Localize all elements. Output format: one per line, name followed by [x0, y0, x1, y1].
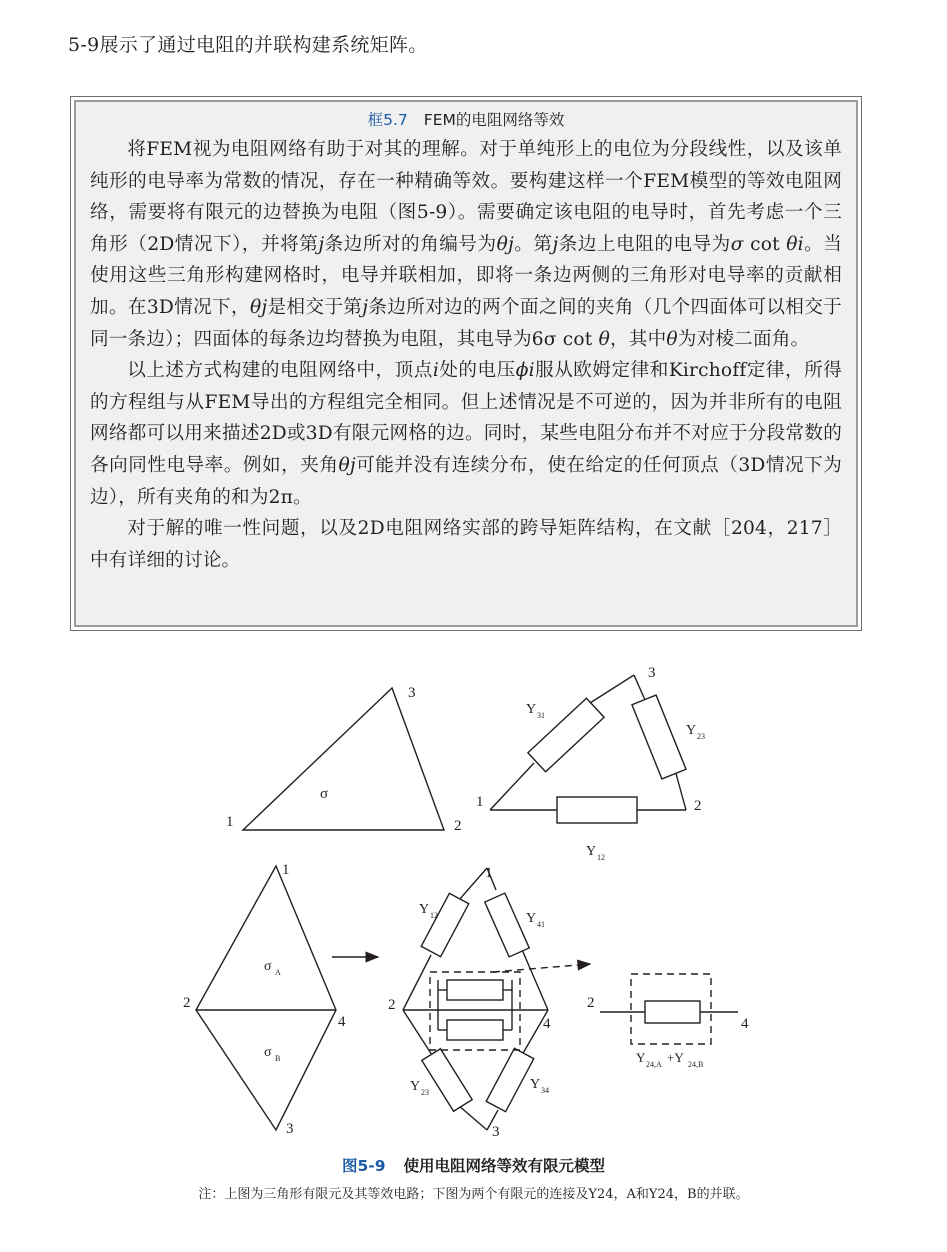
- math-run: θj: [338, 454, 356, 476]
- text-run: ，其中: [609, 328, 667, 350]
- dashed-arrow: [493, 964, 590, 972]
- box-5-7: [70, 96, 862, 631]
- box-title-text: FEM的电阻网络等效: [423, 111, 565, 129]
- label-sub: B: [275, 1054, 281, 1063]
- figure-caption: [0, 1154, 947, 1176]
- math-run: θi: [786, 233, 804, 255]
- label: σ: [264, 1045, 272, 1060]
- resistor-y12: [557, 797, 637, 823]
- box-inner: [74, 100, 858, 627]
- label: 3: [286, 1121, 294, 1137]
- math-run: i: [432, 360, 440, 382]
- box-paragraph-3: 对于解的唯一性问题，以及2D电阻网络实部的跨导矩阵结构，在文献［204，217］中有详细的讨论。: [90, 518, 842, 571]
- label-sub: 12: [597, 853, 605, 862]
- element-diamond: [196, 866, 336, 1130]
- label-sub: 12: [430, 911, 438, 920]
- wire: [675, 770, 686, 810]
- text-run: 条边所对的角编号为: [324, 233, 497, 255]
- label: 1: [485, 865, 493, 881]
- label-sub: 23: [697, 732, 705, 741]
- text-run: 条边上电阻的电导为: [558, 233, 731, 255]
- wire: [403, 1010, 432, 1055]
- label: Y: [636, 1050, 646, 1065]
- resistor-parallel-a: [447, 980, 503, 1000]
- wire: [403, 955, 431, 1010]
- label-sub: 41: [537, 920, 545, 929]
- figure-5-9: [0, 650, 947, 1160]
- box-title: [90, 108, 842, 130]
- wire: [634, 675, 645, 700]
- label: 4: [543, 1016, 551, 1032]
- math-run: j: [318, 233, 325, 255]
- text-run: 条边所对边的两个面之间的夹角（几个四面体可以相交于同一条边）；四面体的每条边均替换为电阻，其电导为6σ cot: [90, 296, 842, 350]
- resistor-y41: [485, 893, 530, 957]
- box-paragraph-2: [90, 355, 842, 513]
- label: 1: [476, 794, 484, 810]
- label: 3: [492, 1124, 500, 1140]
- label: 2: [183, 995, 191, 1011]
- text-run: cot: [743, 233, 787, 255]
- intro-text: 5-9展示了通过电阻的并联构建系统矩阵。: [68, 34, 428, 56]
- math-run: θ: [598, 328, 610, 350]
- label: σ: [264, 959, 272, 974]
- caption-number: 图5-9: [341, 1157, 386, 1175]
- wire: [459, 868, 487, 900]
- label: 2: [454, 818, 462, 834]
- text-run: 以上述方式构建的电阻网络中，顶点: [127, 360, 433, 382]
- label: σ: [320, 786, 329, 802]
- wire: [520, 945, 548, 1010]
- resistor-y23-b: [422, 1049, 472, 1112]
- text-run: 为对棱二面角。: [677, 328, 810, 350]
- text-run: 将FEM视为电阻网络有助于对其的理解。对于单纯形上的电位为分段线性，以及该单纯形的电导率为常数的情况，存在一种精确等效。要构建这样一个FEM模型的等效电阻网络，需要将有限元的边替换为电阻（图5-9）。需要确定该电阻的电导时，首先考虑一个三角形（2D情况下），并将第: [90, 139, 842, 255]
- resistor-equivalent: [645, 1001, 700, 1023]
- label-sub: 24,A: [646, 1060, 662, 1069]
- text-run: 服从欧姆定律和Kirchoff定律，所得的方程组与从FEM导出的方程组完全相同。但上述情况是不可逆的，因为并非所有的电阻网络都可以用来描述2D或3D有限元网格的边。同时，某些电阻分布并不对应于分段常数的各向同性电导率。例如，夹角: [90, 360, 843, 476]
- resistor-y31: [528, 698, 604, 772]
- label-sub: 34: [541, 1086, 549, 1095]
- label: 2: [587, 995, 595, 1011]
- label: +Y: [667, 1050, 684, 1065]
- label-sub: A: [275, 968, 281, 977]
- text-run: 可能并没有连续分布，使在给定的任何顶点（3D情况下为边），所有夹角的和为2π。: [90, 454, 842, 508]
- label: Y: [586, 844, 597, 859]
- resistor-y34: [486, 1048, 534, 1111]
- label: Y: [530, 1077, 541, 1092]
- label: Y: [526, 911, 537, 926]
- caption-text: 使用电阻网络等效有限元模型: [403, 1157, 606, 1175]
- math-run: ϕi: [515, 360, 535, 382]
- math-run: σ: [730, 233, 744, 255]
- label-sub: 31: [537, 711, 545, 720]
- math-run: θj: [249, 296, 268, 318]
- resistor-parallel-b: [447, 1020, 503, 1040]
- label: 3: [648, 665, 656, 681]
- label-sub: 24,B: [688, 1060, 704, 1069]
- text-run: 。第: [513, 233, 553, 255]
- math-run: θj: [496, 233, 514, 255]
- label-sub: 23: [421, 1088, 429, 1097]
- label: 2: [694, 798, 702, 814]
- element-triangle: [243, 688, 444, 830]
- figure-note: 注：上图为三角形有限元及其等效电路；下图为两个有限元的连接及Y24，A和Y24，B的并联。: [198, 1187, 749, 1202]
- math-run: j: [552, 233, 559, 255]
- text-run: 。当使用这些三角形构建网格时，电导并联相加，即将一条边两侧的三角形对电导率的贡献相加。在3D情况下，: [90, 233, 842, 318]
- label: 4: [741, 1016, 749, 1032]
- label: Y: [419, 902, 430, 917]
- label: Y: [686, 723, 697, 738]
- text-run: 处的电压: [439, 360, 516, 382]
- box-number: 框5.7: [367, 111, 408, 129]
- text-run: 是相交于第: [267, 296, 363, 318]
- label: 2: [388, 997, 396, 1013]
- label: 1: [226, 814, 234, 830]
- label: Y: [410, 1079, 421, 1094]
- wire: [458, 1105, 487, 1130]
- label: 4: [338, 1014, 346, 1030]
- label: 1: [282, 862, 290, 878]
- math-run: j: [362, 296, 369, 318]
- math-run: θ: [666, 328, 678, 350]
- resistor-y23: [632, 695, 686, 779]
- label: 3: [408, 685, 416, 701]
- box-paragraph-1: [90, 134, 842, 355]
- wire: [490, 763, 534, 810]
- wire: [590, 675, 634, 703]
- label: Y: [526, 702, 537, 717]
